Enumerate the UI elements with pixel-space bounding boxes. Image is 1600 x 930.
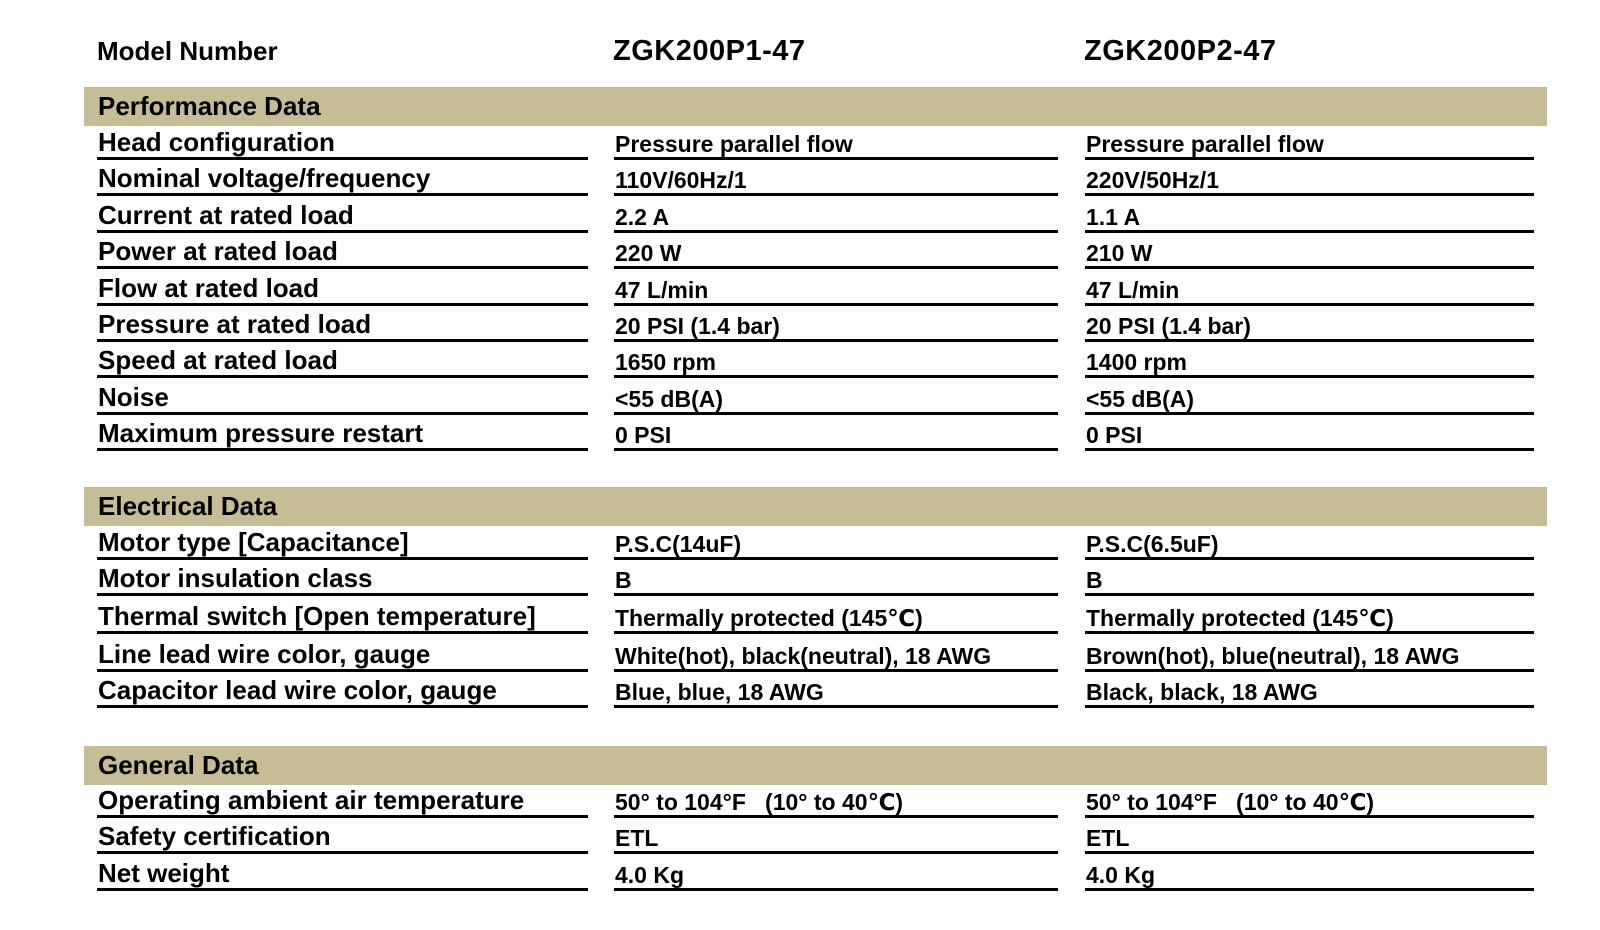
model-2-value: ETL [1086, 825, 1130, 851]
model-1-value: <55 dB(A) [615, 386, 723, 412]
row-label: Speed at rated load [98, 345, 338, 375]
table-row [0, 270, 1600, 306]
table-row [0, 818, 1600, 854]
model-1-value: 1650 rpm [615, 349, 717, 375]
table-row [0, 379, 1600, 415]
model-1-value: 50° to 104°F (10° to 40℃) [615, 789, 904, 815]
model-1-value: 2.2 A [615, 204, 670, 230]
row-label: Thermal switch [Open temperature] [98, 601, 536, 631]
model-2-value: 0 PSI [1086, 422, 1143, 448]
model-1-name: ZGK200P1-47 [613, 35, 806, 67]
model-2-value: 1.1 A [1086, 204, 1141, 230]
model-2-value: Black, black, 18 AWG [1086, 679, 1318, 705]
model-1-value: 110V/60Hz/1 [615, 167, 747, 193]
model-1-value: 4.0 Kg [615, 862, 685, 888]
model-1-value: Blue, blue, 18 AWG [615, 679, 824, 705]
model-1-value: 47 L/min [615, 277, 709, 303]
model-2-value: Thermally protected (145℃) [1086, 605, 1394, 631]
model-1-value: White(hot), black(neutral), 18 AWG [615, 643, 992, 669]
section-title: Performance Data [98, 91, 321, 121]
row-label: Nominal voltage/frequency [98, 163, 431, 193]
table-row [0, 342, 1600, 378]
model-2-value: 220V/50Hz/1 [1086, 167, 1219, 193]
row-label: Motor insulation class [98, 563, 373, 593]
table-row [0, 636, 1600, 672]
model-2-value: Brown(hot), blue(neutral), 18 AWG [1086, 643, 1460, 669]
row-label: Safety certification [98, 821, 331, 851]
section-title: Electrical Data [98, 491, 278, 521]
table-row [0, 233, 1600, 269]
model-2-name: ZGK200P2-47 [1084, 35, 1277, 67]
model-1-value: Pressure parallel flow [615, 131, 853, 157]
row-label: Noise [98, 382, 169, 412]
row-label: Line lead wire color, gauge [98, 639, 431, 669]
model-2-value: P.S.C(6.5uF) [1086, 531, 1219, 557]
model-2-value: 47 L/min [1086, 277, 1180, 303]
row-label: Capacitor lead wire color, gauge [98, 675, 497, 705]
row-label: Current at rated load [98, 200, 354, 230]
table-row [0, 855, 1600, 891]
model-number-label: Model Number [97, 36, 278, 66]
row-label: Motor type [Capacitance] [98, 527, 409, 557]
row-label: Operating ambient air temperature [98, 785, 525, 815]
row-label: Head configuration [98, 127, 335, 157]
table-row [0, 415, 1600, 451]
table-row [0, 197, 1600, 233]
row-label: Power at rated load [98, 236, 338, 266]
model-2-value: 210 W [1086, 240, 1153, 266]
table-row [0, 672, 1600, 708]
table-row [0, 160, 1600, 196]
model-2-value: 1400 rpm [1086, 349, 1188, 375]
model-1-value: P.S.C(14uF) [615, 531, 742, 557]
row-label: Flow at rated load [98, 273, 320, 303]
table-row [0, 524, 1600, 560]
model-2-value: Pressure parallel flow [1086, 131, 1324, 157]
model-2-value: 4.0 Kg [1086, 862, 1156, 888]
table-row [0, 306, 1600, 342]
table-row [0, 782, 1600, 818]
row-label: Maximum pressure restart [98, 418, 424, 448]
model-1-value: Thermally protected (145℃) [615, 605, 923, 631]
model-2-value: 50° to 104°F (10° to 40℃) [1086, 789, 1375, 815]
table-row [0, 124, 1600, 160]
model-2-value: 20 PSI (1.4 bar) [1086, 313, 1251, 339]
table-row [0, 560, 1600, 596]
row-label: Net weight [98, 858, 230, 888]
row-label: Pressure at rated load [98, 309, 372, 339]
model-1-value: ETL [615, 825, 659, 851]
model-1-value: 20 PSI (1.4 bar) [615, 313, 780, 339]
section-title: General Data [98, 750, 259, 780]
model-1-value: 220 W [615, 240, 682, 266]
table-row [0, 598, 1600, 634]
model-2-value: B [1086, 567, 1103, 593]
model-1-value: B [615, 567, 632, 593]
model-2-value: <55 dB(A) [1086, 386, 1194, 412]
model-1-value: 0 PSI [615, 422, 672, 448]
